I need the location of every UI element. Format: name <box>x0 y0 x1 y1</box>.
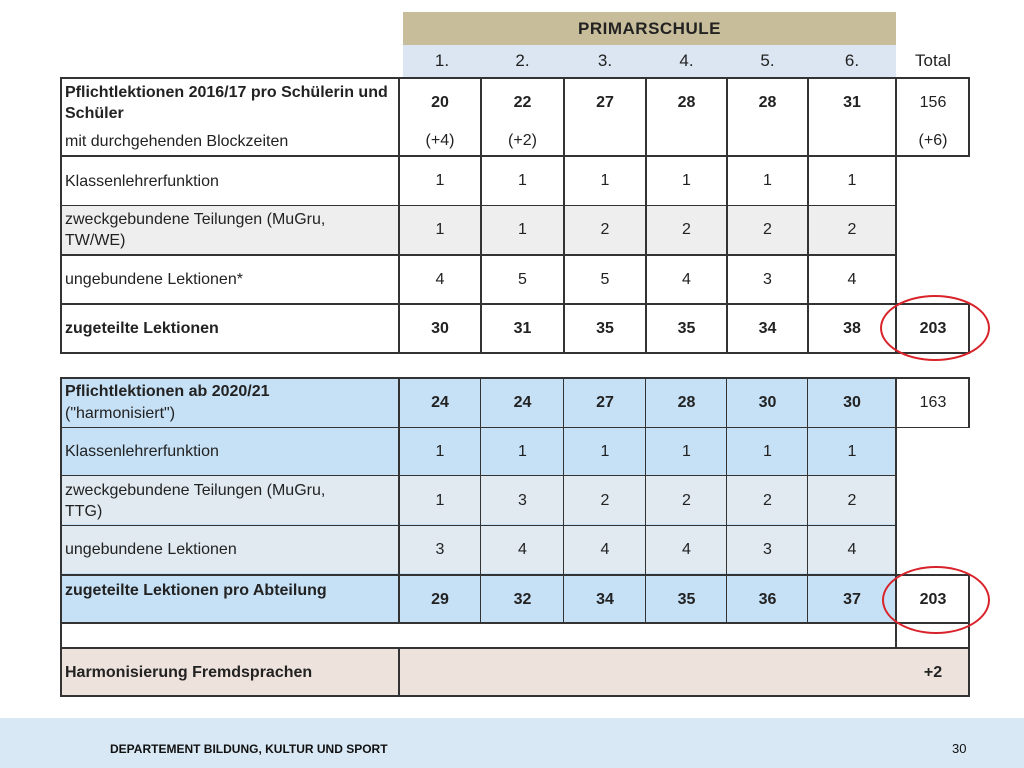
school-header: PRIMARSCHULE <box>403 12 896 45</box>
t2-line-bottom <box>60 622 970 624</box>
t1-r1-c6: 31 <box>843 94 861 111</box>
t2-r4-c6: 4 <box>847 540 857 558</box>
t2-r5-c3: 34 <box>596 590 614 608</box>
t1-r1-sub-total: (+6) <box>918 132 948 149</box>
t2-r2-c2: 1 <box>518 442 527 460</box>
t1-line-r4 <box>60 303 970 305</box>
t1-line-bottom <box>60 352 970 354</box>
t1-row4-label: ungebundene Lektionen* <box>65 271 243 288</box>
t1-vline-left <box>60 77 62 354</box>
page-number: 30 <box>952 741 967 756</box>
t2-r3-c1: 1 <box>435 492 445 509</box>
t2-row5-label: zugeteilte Lektionen pro Abteilung <box>65 581 327 599</box>
t1-r5-c4: 35 <box>677 319 696 337</box>
col-header-5: 5. <box>760 51 775 70</box>
t2-r1-c2: 24 <box>513 394 532 411</box>
t3-vline-label <box>398 647 400 697</box>
t1-line-r3 <box>60 254 896 256</box>
t2-r2-c6: 1 <box>847 442 857 460</box>
t3-line-bottom <box>60 695 970 697</box>
t3-label: Harmonisierung Fremdsprachen <box>65 664 313 681</box>
t2-r3-c4: 2 <box>682 492 691 509</box>
t1-vline-right-top <box>968 77 970 157</box>
t1-vline-c3 <box>645 77 647 354</box>
t2-vline-c5 <box>807 377 808 624</box>
t1-vline-c1 <box>480 77 482 354</box>
t1-r4-c2: 5 <box>518 270 527 288</box>
t1-r4-c1: 4 <box>435 270 445 288</box>
t1-r2-c4: 1 <box>682 172 691 189</box>
t1-r1-c1: 20 <box>431 94 449 111</box>
t1-r2-c1: 1 <box>435 172 445 189</box>
t2-line-r1 <box>60 427 970 428</box>
t2-r4-c5: 3 <box>763 540 772 558</box>
t1-r4-c6: 4 <box>847 270 857 288</box>
t1-r5-c2: 31 <box>513 319 532 337</box>
t2-line-r2 <box>60 475 896 476</box>
t2-r3-c6: 2 <box>847 492 857 509</box>
t2-r1-c3: 27 <box>596 394 614 411</box>
t1-r4-c5: 3 <box>763 270 772 288</box>
t1-r2-c6: 1 <box>847 172 857 189</box>
t1-r3-c3: 2 <box>600 221 610 238</box>
t1-r1-sub-c2: (+2) <box>508 132 537 149</box>
t1-r3-c5: 2 <box>763 221 772 238</box>
t1-r4-c4: 4 <box>682 270 691 288</box>
t1-r3-c6: 2 <box>847 221 857 238</box>
t1-r5-c1: 30 <box>431 319 449 337</box>
t2-row1-label: Pflichtlektionen ab 2020/21 <box>65 382 270 400</box>
t2-vline-right-top <box>968 377 970 428</box>
t1-row1-label: Pflichtlektionen 2016/17 pro Schülerin und Schüler <box>65 84 388 122</box>
t2-r5-c4: 35 <box>677 590 696 608</box>
t2-vline-c3 <box>645 377 646 624</box>
t2-r1-c5: 30 <box>758 394 777 411</box>
col-header-2: 2. <box>515 51 530 70</box>
t2-r5-total: 203 <box>919 590 947 608</box>
t1-vline-c5 <box>807 77 809 354</box>
t2-r1-c1: 24 <box>431 394 449 411</box>
t2-r5-c1: 29 <box>431 590 449 608</box>
t2-line-r4 <box>60 574 970 576</box>
t2-vline-c2 <box>563 377 564 624</box>
t1-vline-label <box>398 77 400 354</box>
t1-r3-c2: 1 <box>518 221 527 238</box>
t2-line-r3 <box>60 525 896 526</box>
t1-r2-c3: 1 <box>600 172 610 189</box>
t1-r5-total: 203 <box>919 319 947 337</box>
t2-r5-c6: 37 <box>843 590 861 608</box>
t1-r1-total: 156 <box>919 94 947 111</box>
t2-r3-c5: 2 <box>763 492 772 509</box>
t1-line-r1 <box>60 155 970 157</box>
footer-department: DEPARTEMENT BILDUNG, KULTUR UND SPORT <box>110 742 388 756</box>
t1-r1-sub-c1: (+4) <box>425 132 455 149</box>
t2-r2-c1: 1 <box>435 442 445 460</box>
t1-r2-c2: 1 <box>518 172 527 189</box>
highlight-circle-1 <box>880 295 990 361</box>
t1-row2-label: Klassenlehrerfunktion <box>65 172 219 190</box>
t2-r5-c5: 36 <box>758 590 777 608</box>
t2-r4-c4: 4 <box>682 540 691 558</box>
t2-r3-c3: 2 <box>600 492 610 509</box>
t3-total: +2 <box>923 663 943 681</box>
t1-r5-c3: 35 <box>596 319 614 337</box>
t2-r4-c2: 4 <box>518 540 527 558</box>
t1-line-r2 <box>60 205 896 206</box>
t1-r1-c3: 27 <box>596 94 614 111</box>
t1-r3-c1: 1 <box>435 221 445 238</box>
t2-vline-c4 <box>726 377 727 624</box>
t1-r1-c4: 28 <box>677 94 696 111</box>
t1-vline-c2 <box>563 77 565 354</box>
t2-line-top <box>60 377 970 379</box>
t2-r2-c4: 1 <box>682 442 691 460</box>
t2-r4-c1: 3 <box>435 540 445 558</box>
t2-vline-c1 <box>480 377 481 624</box>
t2-row1-sublabel: ("harmonisiert") <box>65 404 176 422</box>
t1-row3-label: zweckgebundene Teilungen (MuGru, TW/WE) <box>65 211 326 249</box>
t1-r5-c5: 34 <box>758 319 777 337</box>
col-header-1: 1. <box>434 51 450 70</box>
t1-row1-sublabel: mit durchgehenden Blockzeiten <box>65 132 289 150</box>
t1-r1-c5: 28 <box>758 94 777 111</box>
t2-r5-c2: 32 <box>513 590 532 608</box>
highlight-circle-2 <box>882 566 990 634</box>
t3-line-top <box>60 647 970 649</box>
t1-r4-c3: 5 <box>600 270 610 288</box>
t2-r1-total: 163 <box>919 394 947 411</box>
col-header-total: Total <box>915 51 951 70</box>
col-header-3: 3. <box>597 51 613 70</box>
t1-r5-c6: 38 <box>843 319 861 337</box>
t2-vline-label <box>398 377 400 624</box>
t2-r2-c3: 1 <box>600 442 610 460</box>
t2-r1-c6: 30 <box>843 394 861 411</box>
t2-row4-label: ungebundene Lektionen <box>65 541 237 558</box>
t1-line-top <box>60 77 970 79</box>
t2-row2-label: Klassenlehrerfunktion <box>65 443 219 460</box>
t1-r3-c4: 2 <box>682 221 691 238</box>
t1-vline-c4 <box>726 77 728 354</box>
t2-r2-c5: 1 <box>763 442 772 460</box>
col-header-4: 4. <box>679 51 694 70</box>
t2-r1-c4: 28 <box>677 394 696 411</box>
t1-r2-c5: 1 <box>763 172 772 189</box>
col-header-6: 6. <box>844 51 860 70</box>
t1-row5-label: zugeteilte Lektionen <box>65 320 219 337</box>
t2-row3-label: zweckgebundene Teilungen (MuGru, TTG) <box>65 482 326 520</box>
t2-r3-c2: 3 <box>518 492 527 509</box>
t1-r1-c2: 22 <box>513 94 532 111</box>
t2-r4-c3: 4 <box>600 540 610 558</box>
